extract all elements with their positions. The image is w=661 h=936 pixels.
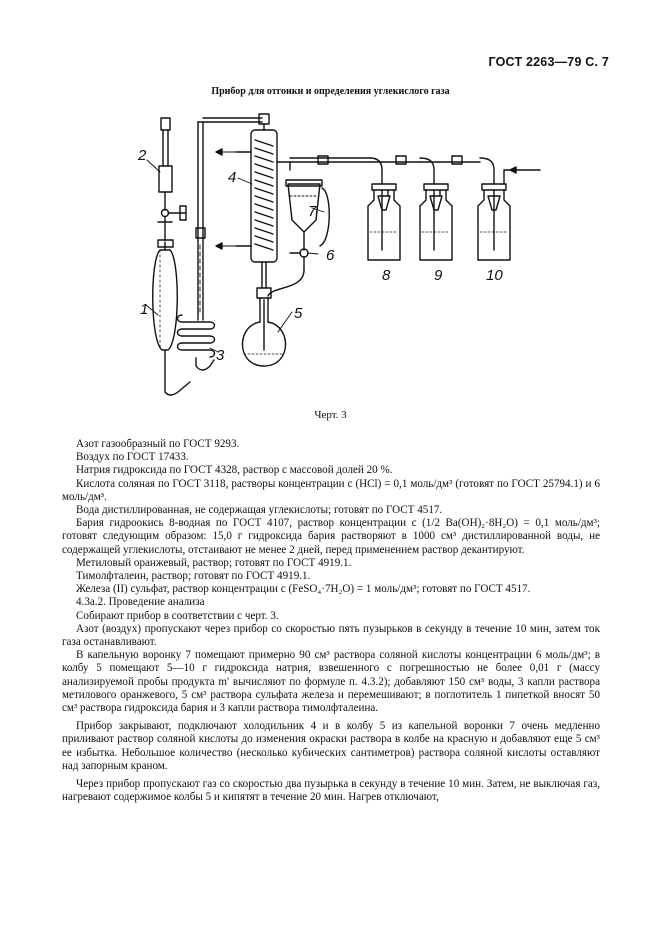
paragraph: Азот газообразный по ГОСТ 9293. [76, 438, 240, 450]
label-9: 9 [434, 267, 443, 284]
paragraph: Натрия гидроксида по ГОСТ 4328, раствор с массовой долей 20 %. [76, 464, 393, 477]
paragraph: Воздух по ГОСТ 17433. [76, 451, 189, 464]
apparatus-diagram [0, 100, 661, 410]
paragraph: Азот (воздух) пропускают через прибор со скоростью пять пузырьков в секунду в течение 10 мин, затем ток газа останавливают. [62, 622, 600, 649]
label-5: 5 [294, 305, 303, 322]
label-6: 6 [326, 247, 335, 264]
figure-title: Прибор для отгонки и определения углекислого газа [211, 86, 450, 97]
paragraph: Бария гидроокись 8-водная по ГОСТ 4107, раствор концентрации c (1/2 Ba(OH)₂·8H₂O) = 0,1 моль/дм³; готовят следующим образом: 15,0 г гидроксида бария растворяют в 1000 см³ дистиллированной воды, не содержащей углекислоты, отстаивают не менее 2 дней, перед применением раствор декантируют. [62, 517, 600, 556]
paragraph: Вода дистиллированная, не содержащая углекислоты; готовят по ГОСТ 4517. [76, 504, 443, 517]
paragraph: Собирают прибор в соответствии с черт. 3. [76, 609, 279, 622]
paragraph: Кислота соляная по ГОСТ 3118, растворы концентрации c (HCl) = 0,1 моль/дм³ (готовят по ГОСТ 25794.1) и 6 моль/дм³. [62, 477, 600, 503]
document-body [62, 438, 600, 804]
label-2: 2 [138, 147, 147, 164]
section-heading: 4.3а.2. Проведение анализа [76, 596, 205, 609]
paragraph: Тимолфталеин, раствор; готовят по ГОСТ 4919.1. [76, 570, 311, 583]
running-header: ГОСТ 2263—79 С. 7 [488, 55, 609, 69]
label-10: 10 [486, 267, 503, 284]
label-8: 8 [382, 267, 391, 284]
burette-2 [158, 118, 186, 240]
paragraph: Через прибор пропускают газ со скоростью два пузырька в секунду в течение 10 мин. Затем, не выключая газ, нагревают содержимое колбы 5 и кипятят в течение 20 мин. Нагрев отключают, [62, 778, 600, 804]
paragraph: В капельную воронку 7 помещают примерно 90 см³ раствора соляной кислоты концентрации 6 моль/дм³; в колбу 5 помещают 5—10 г гидроксида натрия, взвешенного с погрешностью не более 0,01 г (массу анализируемой пробы продукта m' вычисляют по формуле п. 4.3.2); добавляют 150 см³ воды, 3 капли раствора метилового оранжевого, 5 см³ раствора сульфата железа и перемешивают; в поглотитель 1 пипеткой вносят 50 см³ раствора гидроксида бария и 3 капли раствора тимолфталеина. [62, 649, 600, 715]
coil-3 [178, 315, 215, 370]
label-4: 4 [228, 169, 237, 186]
label-7: 7 [308, 203, 317, 220]
paragraph: Прибор закрывают, подключают холодильник 4 и в колбу 5 из капельной воронки 7 очень медленно приливают раствор соляной кислоты до изменения окраски раствора в колбе на красную и добавляют еще 5 см³ ее избытка. Небольшое количество (несколько кубических сантиметров) раствора соляной кислоты оставляют над запорным краном. [62, 720, 600, 772]
label-1: 1 [140, 301, 149, 318]
figure-caption: Черт. 3 [314, 409, 347, 421]
paragraph: Железа (II) сульфат, раствор концентрации c (FeSO₄·7H₂O) = 1 моль/дм³; готовят по ГОСТ 4517. [76, 583, 531, 596]
flask-5 [242, 288, 285, 366]
absorber-10 [478, 184, 510, 260]
absorber-1 [153, 240, 190, 395]
condenser-4 [216, 124, 277, 288]
gas-line-left [196, 114, 269, 320]
absorber-9 [420, 184, 452, 260]
label-3: 3 [216, 347, 225, 364]
absorber-8 [368, 184, 400, 260]
paragraph: Метиловый оранжевый, раствор; готовят по ГОСТ 4919.1. [76, 556, 352, 569]
